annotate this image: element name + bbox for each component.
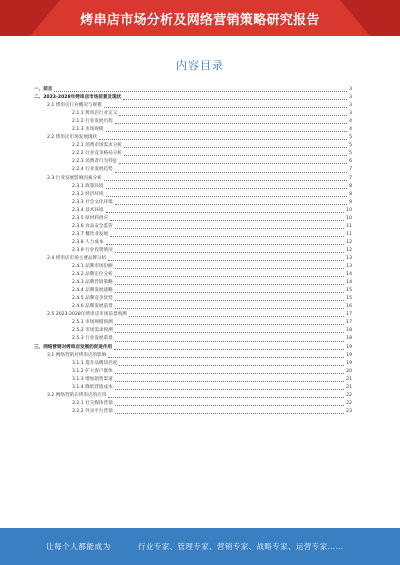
toc-entry[interactable] [34, 199, 352, 207]
toc-leader-dots [124, 154, 347, 156]
toc-entry-page: 12 [346, 239, 352, 245]
toc-entry-title: 2.4 烤串店市场主要品牌分析 [47, 255, 107, 261]
toc-entry-title: 3.1.2 扩大客户群体 [72, 368, 113, 374]
toc-entry-title: 2.4.3 品牌营销策略 [72, 280, 113, 286]
toc-entry[interactable] [34, 110, 352, 118]
toc-leader-dots [110, 235, 344, 237]
toc-leader-dots [99, 138, 347, 140]
toc-entry[interactable] [34, 215, 352, 223]
toc-entry-page: 17 [346, 320, 352, 326]
toc-leader-dots [108, 396, 344, 398]
toc-entry[interactable] [34, 126, 352, 134]
toc-entry-page: 13 [346, 255, 352, 261]
toc-leader-dots [110, 219, 344, 221]
toc-entry[interactable] [34, 118, 352, 126]
toc-entry[interactable] [34, 408, 352, 416]
toc-entry[interactable] [34, 335, 352, 343]
toc-entry[interactable] [34, 344, 352, 352]
toc-entry-title: 3.1 网络营销对烤串店的影响 [47, 352, 107, 358]
toc-leader-dots [114, 348, 344, 350]
toc-entry[interactable] [34, 158, 352, 166]
toc-leader-dots [115, 275, 344, 277]
toc-leader-dots [115, 171, 347, 173]
toc-leader-dots [115, 122, 347, 124]
toc-entry[interactable] [34, 94, 352, 102]
toc-leader-dots [124, 146, 347, 148]
toc-entry[interactable] [34, 134, 352, 142]
toc-entry-title: 2.2.1 消费市场需求分析 [72, 143, 122, 149]
toc-entry-title: 3.1.1 提升品牌知名度 [72, 360, 118, 366]
toc-leader-dots [106, 130, 348, 132]
toc-entry-page: 23 [346, 408, 352, 414]
toc-entry[interactable] [34, 360, 352, 368]
toc-entry[interactable] [34, 271, 352, 279]
toc-entry-page: 19 [346, 344, 352, 350]
toc-entry-page: 21 [346, 384, 352, 390]
toc-entry-title: 3.1.3 增加销售渠道 [72, 376, 113, 382]
toc-entry-page: 20 [346, 368, 352, 374]
toc-leader-dots [104, 106, 347, 108]
toc-entry-page: 19 [346, 360, 352, 366]
toc-entry[interactable] [34, 279, 352, 287]
toc-entry-title: 2.1.2 行业发展历程 [72, 119, 113, 125]
toc-entry-title: 2.3.9 行业投资情况 [72, 247, 113, 253]
toc-leader-dots [106, 211, 345, 213]
toc-entry-title: 2.2 烤串店市场发展现状 [47, 135, 98, 141]
toc-leader-dots [108, 356, 344, 358]
toc-entry[interactable] [34, 376, 352, 384]
toc-entry-page: 7 [349, 175, 352, 181]
toc-entry[interactable] [34, 142, 352, 150]
toc-entry-page: 10 [346, 215, 352, 221]
toc-entry-page: 12 [346, 247, 352, 253]
toc-entry-title: 3.2 网络营销在烤串店的应用 [47, 392, 107, 398]
toc-leader-dots [115, 251, 344, 253]
toc-entry-page: 19 [346, 352, 352, 358]
toc-entry-page: 10 [346, 207, 352, 213]
toc-entry-page: 13 [346, 264, 352, 270]
toc-leader-dots [106, 195, 348, 197]
toc-entry-page: 5 [349, 135, 352, 141]
toc-leader-dots [106, 243, 345, 245]
toc-entry[interactable] [34, 231, 352, 239]
toc-entry-page: 7 [349, 167, 352, 173]
toc-entry-title: 2.4.4 品牌发展战略 [72, 288, 113, 294]
toc-leader-dots [115, 203, 347, 205]
report-header-banner [0, 0, 400, 36]
footer-slogan: 让每个人都能成为 [46, 542, 111, 551]
toc-leader-dots [106, 187, 348, 189]
toc-entry-page: 3 [349, 103, 352, 109]
toc-leader-dots [115, 267, 344, 269]
toc-leader-dots [115, 412, 344, 414]
toc-leader-dots [115, 299, 344, 301]
toc-entry-title: 2.3.8 人力成本 [72, 239, 104, 245]
toc-entry-title: 2.5.2 市场需求预测 [72, 328, 113, 334]
toc-leader-dots [115, 227, 344, 229]
toc-entry-title: 2.4.5 品牌竞争优势 [72, 296, 113, 302]
toc-entry[interactable] [34, 86, 352, 94]
toc-entry-page: 21 [346, 376, 352, 382]
toc-leader-dots [115, 340, 344, 342]
toc-entry-page: 18 [346, 328, 352, 334]
toc-entry[interactable] [34, 166, 352, 174]
table-of-contents [34, 86, 352, 416]
toc-leader-dots [115, 283, 344, 285]
toc-entry-page: 14 [346, 272, 352, 278]
toc-leader-dots [115, 380, 344, 382]
toc-entry-title: 3.2.1 社交媒体营销 [72, 400, 113, 406]
toc-entry-title: 2.2.3 消费者行为特征 [72, 159, 118, 165]
toc-entry[interactable] [34, 303, 352, 311]
toc-entry[interactable] [34, 352, 352, 360]
toc-entry[interactable] [34, 384, 352, 392]
toc-entry-page: 17 [346, 312, 352, 318]
toc-leader-dots [115, 404, 344, 406]
toc-entry-title: 一、前言 [34, 87, 53, 92]
toc-entry[interactable] [34, 207, 352, 215]
toc-entry[interactable] [34, 255, 352, 263]
report-title: 烤串店市场分析及网络营销策略研究报告 [80, 13, 320, 28]
toc-entry[interactable] [34, 311, 352, 319]
toc-entry-title: 2.4.1 品牌市场份额 [72, 264, 113, 270]
toc-entry-title: 2.3.6 食品安全监管 [72, 223, 113, 229]
toc-leader-dots [115, 388, 344, 390]
toc-entry-title: 2.5.1 市场规模预测 [72, 320, 113, 326]
toc-entry-page: 6 [349, 159, 352, 165]
toc-entry-title: 2.1 烤串店行业概况与规模 [47, 103, 102, 109]
toc-entry[interactable] [34, 175, 352, 183]
toc-leader-dots [115, 307, 344, 309]
toc-entry-title: 3.1.4 降低营销成本 [72, 384, 113, 390]
toc-entry-title: 2.2.2 行业竞争格局分析 [72, 151, 122, 157]
toc-entry-page: 9 [349, 199, 352, 205]
toc-entry[interactable] [34, 295, 352, 303]
toc-entry-page: 5 [349, 151, 352, 157]
toc-entry-title: 二、2023-2028年烤串店市场前景及现状 [34, 95, 122, 101]
toc-entry-title: 三、网络营销对烤串店发展的促进作用 [34, 344, 113, 350]
toc-entry-page: 16 [346, 304, 352, 310]
toc-leader-dots [119, 364, 344, 366]
toc-leader-dots [115, 323, 344, 325]
toc-entry-title: 2.3.4 技术环境 [72, 207, 104, 213]
toc-entry[interactable] [34, 247, 352, 255]
toc-entry-page: 3 [349, 87, 352, 92]
toc-leader-dots [115, 291, 344, 293]
toc-entry[interactable] [34, 223, 352, 231]
toc-entry-title: 2.3 行业发展影响因素分析 [47, 175, 102, 181]
toc-entry-title: 2.3.2 经济环境 [72, 191, 104, 197]
toc-entry-page: 15 [346, 288, 352, 294]
toc-leader-dots [104, 179, 347, 181]
toc-entry-page: 3 [349, 111, 352, 117]
toc-entry-title: 2.3.3 社会文化环境 [72, 199, 113, 205]
toc-entry-title: 2.3.7 餐饮业发展 [72, 231, 109, 237]
toc-entry[interactable] [34, 400, 352, 408]
toc-leader-dots [54, 90, 347, 92]
footer-banner [0, 528, 400, 565]
toc-entry-page: 8 [349, 191, 352, 197]
toc-entry-title: 2.3.1 政策环境 [72, 183, 104, 189]
toc-entry[interactable] [34, 368, 352, 376]
toc-entry-title: 2.2.4 行业发展趋势 [72, 167, 113, 173]
toc-entry[interactable] [34, 392, 352, 400]
toc-entry[interactable] [34, 191, 352, 199]
toc-entry-page: 18 [346, 336, 352, 342]
toc-entry-title: 3.2.2 外卖平台营销 [72, 408, 113, 414]
toc-heading: 内容目录 [176, 59, 224, 72]
footer-tagline: 行业专家、管理专家、营销专家、战略专家、运营专家…… [138, 542, 344, 551]
toc-entry-title: 2.4.6 品牌发展前景 [72, 304, 113, 310]
toc-entry-page: 22 [346, 400, 352, 406]
toc-entry-page: 11 [346, 223, 352, 229]
toc-entry-page: 4 [349, 119, 352, 125]
toc-entry-title: 2.5 2023-2028年烤串店市场前景预测 [47, 312, 127, 318]
toc-entry-page: 22 [346, 392, 352, 398]
toc-leader-dots [123, 98, 347, 100]
toc-entry-page: 8 [349, 183, 352, 189]
toc-entry-page: 14 [346, 280, 352, 286]
toc-entry-title: 2.5.3 行业发展前景 [72, 336, 113, 342]
toc-entry[interactable] [34, 183, 352, 191]
toc-entry[interactable] [34, 287, 352, 295]
toc-entry[interactable] [34, 102, 352, 110]
toc-entry[interactable] [34, 239, 352, 247]
toc-leader-dots [108, 259, 344, 261]
toc-entry-title: 2.3.5 原材料供应 [72, 215, 109, 221]
toc-entry[interactable] [34, 327, 352, 335]
toc-entry-title: 2.1.1 烤串店行业定义 [72, 111, 118, 117]
toc-leader-dots [119, 114, 347, 116]
toc-entry[interactable] [34, 263, 352, 271]
toc-leader-dots [115, 331, 344, 333]
toc-entry[interactable] [34, 319, 352, 327]
toc-entry-page: 15 [346, 296, 352, 302]
toc-entry-page: 4 [349, 127, 352, 133]
toc-entry-page: 11 [346, 231, 352, 237]
toc-entry-page: 3 [349, 95, 352, 101]
toc-entry-title: 2.1.3 市场规模 [72, 127, 104, 133]
toc-entry-title: 2.4.2 品牌定位分析 [72, 272, 113, 278]
toc-leader-dots [119, 162, 347, 164]
toc-entry[interactable] [34, 150, 352, 158]
toc-leader-dots [115, 372, 344, 374]
toc-leader-dots [129, 315, 344, 317]
toc-entry-page: 5 [349, 143, 352, 149]
